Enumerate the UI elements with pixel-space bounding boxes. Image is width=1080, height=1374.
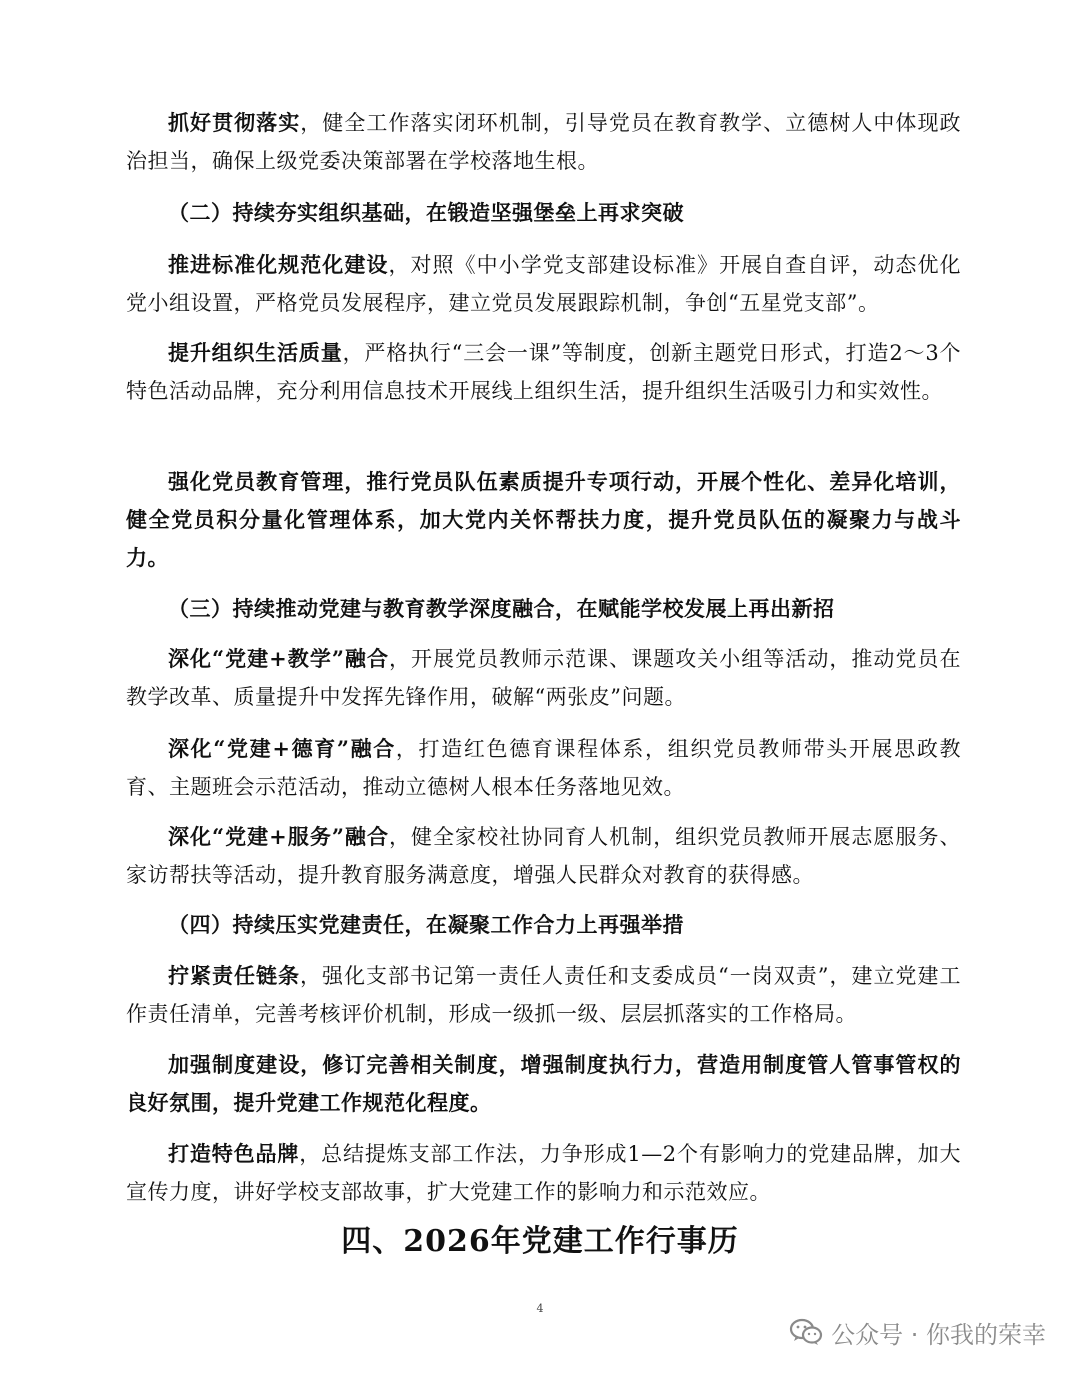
paragraph-brand xyxy=(126,1135,961,1211)
page-number: 4 xyxy=(536,1302,544,1315)
paragraph-lead: 打造特色品牌 xyxy=(168,1141,300,1166)
paragraph-body: ，总结提炼支部工作法，力争形成1—2个有影响力的党建品牌，加大宣传力度，讲好学校支部故事，扩大党建工作的影响力和示范效应。 xyxy=(126,1142,961,1204)
paragraph-body: ，严格执行“三会一课”等制度，创新主题党日形式，打造2～3个特色活动品牌，充分利用信息技术开展线上组织生活，提升组织生活吸引力和实效性。 xyxy=(126,341,961,403)
paragraph-system-building xyxy=(126,1046,961,1122)
heading-section-3: （三）持续推动党建与教育教学深度融合，在赋能学校发展上再出新招 xyxy=(168,596,835,621)
wechat-icon xyxy=(789,1317,823,1347)
paragraph-lead: 拧紧责任链条 xyxy=(168,963,301,988)
paragraph-organization-life xyxy=(126,334,961,410)
paragraph-lead: 强化党员教育管理，推行党员队伍素质提升专项行动，开展个性化、差异化培训，健全党员积分量化管理体系，加大党内关怀帮扶力度，提升党员队伍的凝聚力与战斗力。 xyxy=(126,469,961,570)
paragraph-lead: 深化“党建+教学”融合 xyxy=(168,646,389,671)
paragraph-body: ，对照《中小学党支部建设标准》开展自查自评，动态优化党小组设置，严格党员发展程序，建立党员发展跟踪机制，争创“五星党支部”。 xyxy=(126,253,962,315)
heading-section-4: （四）持续压实党建责任，在凝聚工作合力上再强举措 xyxy=(168,912,684,937)
paragraph-lead: 提升组织生活质量 xyxy=(168,340,343,365)
section-title: 四、2026年党建工作行事历 xyxy=(341,1224,739,1259)
paragraph-lead: 深化“党建+德育”融合 xyxy=(168,736,396,761)
paragraph-lead: 深化“党建+服务”融合 xyxy=(168,824,389,849)
heading-section-2: （二）持续夯实组织基础，在锻造坚强堡垒上再求突破 xyxy=(168,200,684,225)
paragraph-party-teaching xyxy=(126,640,961,716)
paragraph-member-education xyxy=(126,463,961,577)
paragraph-lead: 推进标准化规范化建设 xyxy=(168,252,389,277)
paragraph-standardization xyxy=(126,246,961,322)
paragraph-body: ，开展党员教师示范课、课题攻关小组等活动，推动党员在教学改革、质量提升中发挥先锋作用，破解“两张皮”问题。 xyxy=(126,647,961,709)
paragraph-implementation xyxy=(126,104,961,180)
paragraph-body: ，打造红色德育课程体系，组织党员教师带头开展思政教育、主题班会示范活动，推动立德树人根本任务落地见效。 xyxy=(126,737,961,799)
paragraph-body: ，健全工作落实闭环机制，引导党员在教育教学、立德树人中体现政治担当，确保上级党委决策部署在学校落地生根。 xyxy=(126,111,962,173)
paragraph-body: ，强化支部书记第一责任人责任和支委成员“一岗双责”，建立党建工作责任清单，完善考核评价机制，形成一级抓一级、层层抓落实的工作格局。 xyxy=(126,964,961,1026)
paragraph-lead: 加强制度建设，修订完善相关制度，增强制度执行力，营造用制度管人管事管权的良好氛围，提升党建工作规范化程度。 xyxy=(126,1052,961,1115)
watermark-text: 公众号 · 你我的荣幸 xyxy=(831,1320,1046,1349)
paragraph-lead: 抓好贯彻落实 xyxy=(168,110,301,135)
paragraph-party-service xyxy=(126,818,961,894)
paragraph-body: ，健全家校社协同育人机制，组织党员教师开展志愿服务、家访帮扶等活动，提升教育服务满意度，增强人民群众对教育的获得感。 xyxy=(126,825,961,887)
watermark xyxy=(789,1312,1046,1352)
paragraph-responsibility xyxy=(126,957,961,1033)
paragraph-party-moral xyxy=(126,730,961,806)
